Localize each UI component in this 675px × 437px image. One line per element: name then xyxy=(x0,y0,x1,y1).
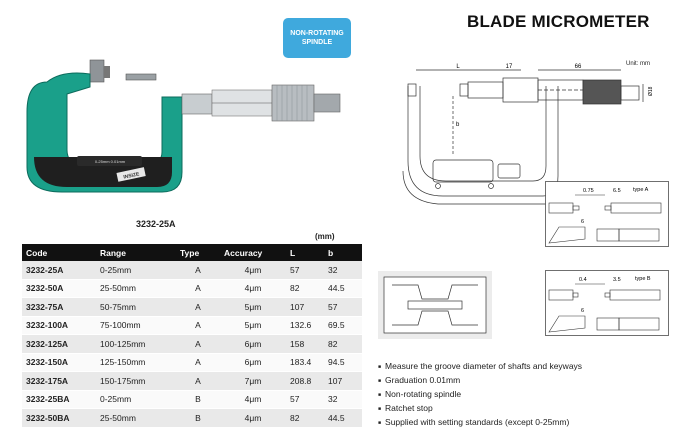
cell-accuracy: 6μm xyxy=(220,335,286,354)
table-row xyxy=(22,261,362,279)
cell-l: 183.4 xyxy=(286,353,324,372)
dim-17-label: 17 xyxy=(505,64,513,70)
cell-code: 3232-125A xyxy=(22,335,96,354)
cell-accuracy: 6μm xyxy=(220,353,286,372)
table-row xyxy=(22,372,362,391)
type-b-d1: 0.4 xyxy=(579,277,587,283)
type-b-d3: 6 xyxy=(581,308,585,314)
type-a-d1: 0.75 xyxy=(583,188,594,194)
cell-code: 3232-25BA xyxy=(22,390,96,409)
feature-item: ■ Ratchet stop xyxy=(378,401,582,415)
col-l-header: L xyxy=(286,244,324,261)
cell-l: 82 xyxy=(286,409,324,428)
cell-accuracy: 4μm xyxy=(220,279,286,298)
cell-code: 3232-175A xyxy=(22,372,96,391)
brand-logo-text: INSIZE xyxy=(122,171,140,181)
cell-code: 3232-25A xyxy=(22,261,96,279)
cell-b: 94.5 xyxy=(324,353,362,372)
spec-table xyxy=(22,244,362,428)
table-unit-label: (mm) xyxy=(315,232,335,241)
cell-b: 69.5 xyxy=(324,316,362,335)
cell-l: 158 xyxy=(286,335,324,354)
dim-b-label: b xyxy=(456,122,460,128)
cell-accuracy: 4μm xyxy=(220,390,286,409)
cell-accuracy: 5μm xyxy=(220,316,286,335)
dim-l-label: L xyxy=(456,64,460,70)
cell-l: 57 xyxy=(286,261,324,279)
cell-b: 32 xyxy=(324,390,362,409)
cell-type: A xyxy=(176,298,220,317)
table-row xyxy=(22,335,362,354)
cell-l: 107 xyxy=(286,298,324,317)
cell-b: 32 xyxy=(324,261,362,279)
table-row xyxy=(22,390,362,409)
cell-code: 3232-150A xyxy=(22,353,96,372)
cell-code: 3232-50BA xyxy=(22,409,96,428)
cell-type: A xyxy=(176,353,220,372)
cell-type: A xyxy=(176,335,220,354)
col-b-header: b xyxy=(324,244,362,261)
micrometer-photo xyxy=(22,52,352,202)
cell-b: 44.5 xyxy=(324,279,362,298)
feature-item: ■ Non-rotating spindle xyxy=(378,387,582,401)
frame-range-text: 0-25mm 0.01mm xyxy=(94,159,126,164)
type-b-detail xyxy=(545,270,669,336)
cell-type: B xyxy=(176,409,220,428)
cell-range: 25-50mm xyxy=(96,279,176,298)
cell-code: 3232-75A xyxy=(22,298,96,317)
table-row xyxy=(22,409,362,428)
dim-dia-label: Ø18 xyxy=(648,86,654,96)
table-header-row xyxy=(22,244,362,261)
col-type-header: Type xyxy=(176,244,220,261)
cell-type: A xyxy=(176,261,220,279)
type-a-label: type A xyxy=(633,187,649,193)
col-range-header: Range xyxy=(96,244,176,261)
photo-caption: 3232-25A xyxy=(136,219,176,229)
feature-list xyxy=(378,359,582,429)
cell-range: 0-25mm xyxy=(96,390,176,409)
cell-range: 0-25mm xyxy=(96,261,176,279)
cell-accuracy: 4μm xyxy=(220,409,286,428)
non-rotating-spindle-badge: NON-ROTATING SPINDLE xyxy=(283,18,351,58)
cell-b: 107 xyxy=(324,372,362,391)
feature-item: ■ Supplied with setting standards (except 0-25mm) xyxy=(378,415,582,429)
type-a-d2: 6.5 xyxy=(613,188,621,194)
cell-type: A xyxy=(176,316,220,335)
cell-range: 75-100mm xyxy=(96,316,176,335)
dim-66-label: 66 xyxy=(574,64,582,70)
type-b-label: type B xyxy=(635,276,651,282)
cell-type: B xyxy=(176,390,220,409)
page-title: BLADE MICROMETER xyxy=(467,12,650,31)
col-accuracy-header: Accuracy xyxy=(220,244,286,261)
groove-measurement-sketch xyxy=(378,271,492,339)
cell-type: A xyxy=(176,372,220,391)
drawing-unit-label: Unit: mm xyxy=(626,61,650,67)
cell-type: A xyxy=(176,279,220,298)
type-a-d3: 6 xyxy=(581,219,585,225)
cell-l: 82 xyxy=(286,279,324,298)
table-row xyxy=(22,279,362,298)
cell-code: 3232-100A xyxy=(22,316,96,335)
feature-item: ■ Graduation 0.01mm xyxy=(378,373,582,387)
cell-b: 82 xyxy=(324,335,362,354)
cell-accuracy: 4μm xyxy=(220,261,286,279)
cell-l: 208.8 xyxy=(286,372,324,391)
cell-accuracy: 5μm xyxy=(220,298,286,317)
table-row xyxy=(22,298,362,317)
table-row xyxy=(22,353,362,372)
cell-l: 57 xyxy=(286,390,324,409)
feature-item: ■ Measure the groove diameter of shafts and keyways xyxy=(378,359,582,373)
cell-range: 50-75mm xyxy=(96,298,176,317)
cell-code: 3232-50A xyxy=(22,279,96,298)
cell-b: 57 xyxy=(324,298,362,317)
type-b-d2: 3.5 xyxy=(613,277,621,283)
col-code-header: Code xyxy=(22,244,96,261)
cell-range: 125-150mm xyxy=(96,353,176,372)
table-row xyxy=(22,316,362,335)
cell-range: 100-125mm xyxy=(96,335,176,354)
cell-accuracy: 7μm xyxy=(220,372,286,391)
cell-l: 132.6 xyxy=(286,316,324,335)
cell-range: 150-175mm xyxy=(96,372,176,391)
cell-range: 25-50mm xyxy=(96,409,176,428)
cell-b: 44.5 xyxy=(324,409,362,428)
type-a-detail xyxy=(545,181,669,247)
